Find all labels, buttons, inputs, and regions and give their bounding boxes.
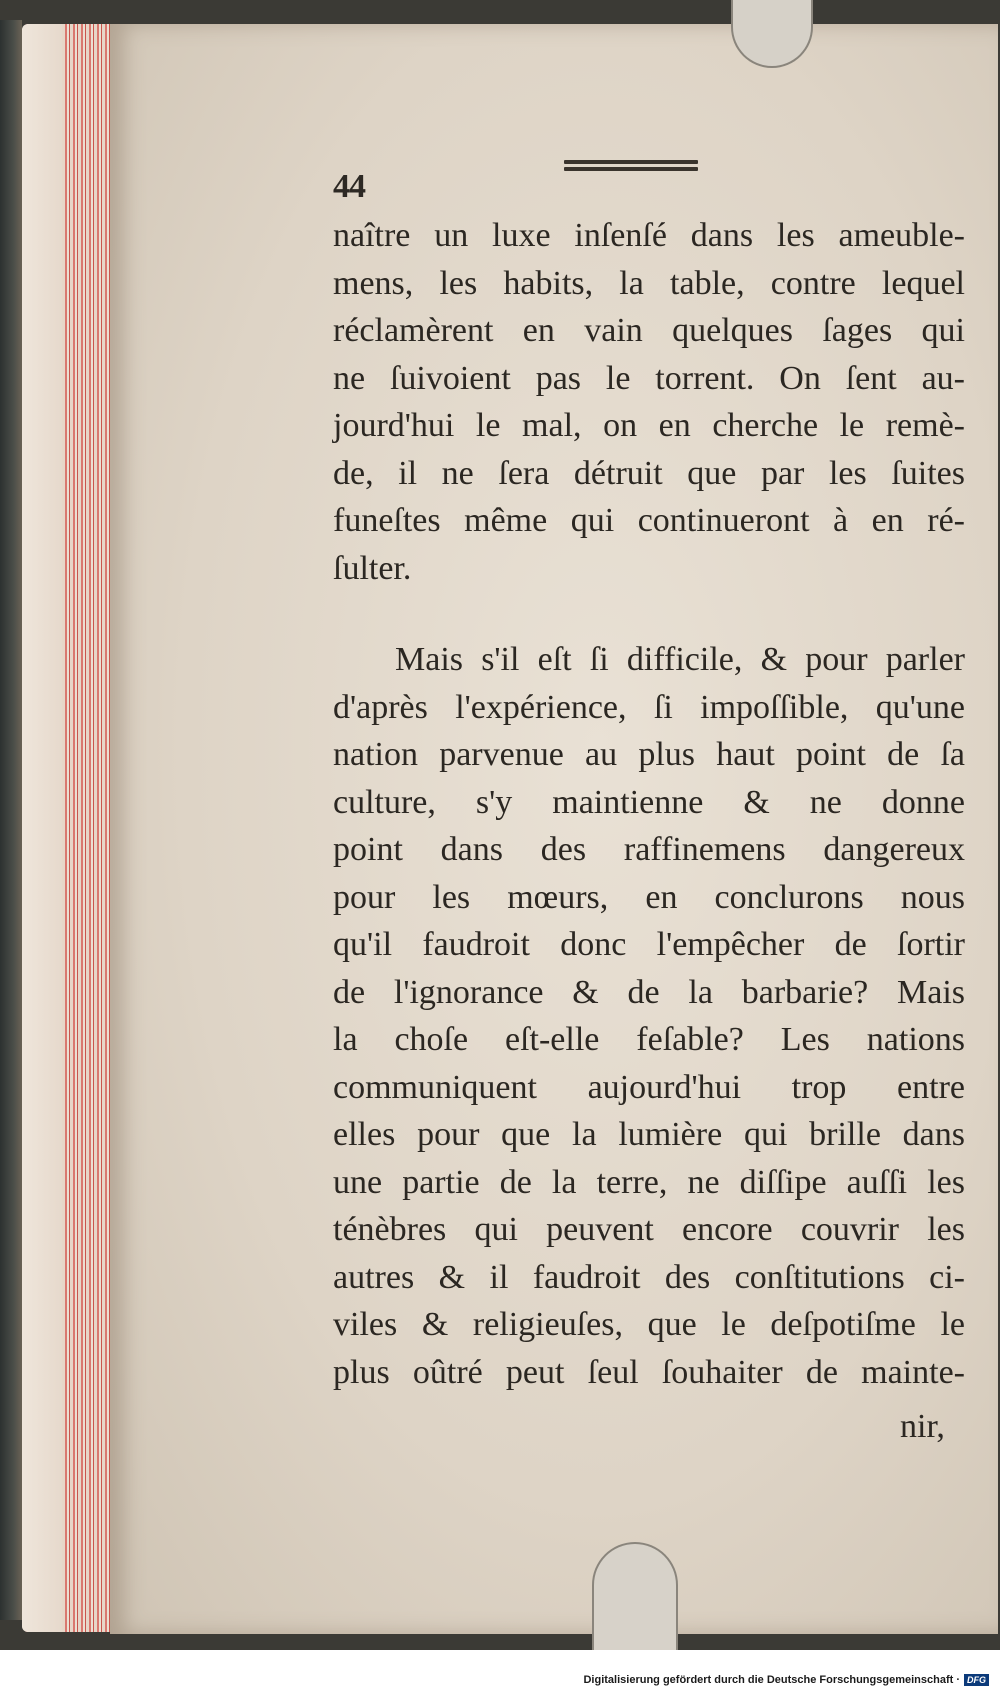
text-line: de, il ne ſera détruit que par les ſuites [333,454,965,492]
digitization-credit [577,1670,992,1690]
dfg-logo: DFG [964,1674,989,1686]
text-line: funeſtes même qui continueront à en ré- [333,502,965,539]
body-text [333,212,965,1396]
text-line: qu'il faudroit donc l'empêcher de ſortir [333,926,965,963]
text-line: de l'ignorance & de la barbarie? Mais [333,973,965,1011]
page-number: 44 [333,168,365,205]
credit-text: Digitalisierung gefördert durch die Deutsche Forschungsgemeinschaft · [583,1674,960,1686]
text-line: Mais s'il eſt ſi difficile, & pour parler [395,641,965,678]
text-line: ſulter. [333,549,412,587]
text-line: viles & religieuſes, que le deſpotiſme le [333,1306,965,1343]
paragraph-gap [333,592,965,636]
text-line: réclamèrent en vain quelques ſages qui [333,312,965,349]
header-ornament-rule [564,159,698,173]
text-line: communiquent aujourd'hui trop entre [333,1068,965,1106]
text-line: d'après l'expérience, ſi impoſſible, qu'une [333,688,965,726]
page-edges-shade [22,24,62,1632]
text-line: plus oûtré peut ſeul ſouhaiter de mainte- [333,1353,965,1391]
text-line: jourd'hui le mal, on en cherche le remè- [333,407,965,444]
text-line: naître un luxe inſenſé dans les ameuble- [333,217,965,254]
text-line: une partie de la terre, ne diſſipe auſſi les [333,1163,965,1201]
text-line: la choſe eſt-elle feſable? Les nations [333,1021,965,1058]
cover-spine-edge [0,20,22,1620]
text-line: pour les mœurs, en conclurons nous [333,878,965,916]
text-line: mens, les habits, la table, contre lequel [333,264,965,302]
page-clip-bottom [592,1542,678,1662]
catchword: nir, [900,1408,945,1445]
text-line: nation parvenue au plus haut point de ſa [333,736,965,773]
text-line: ne ſuivoient pas le torrent. On ſent au- [333,359,965,397]
text-line: autres & il faudroit des conſtitutions ci- [333,1258,965,1296]
text-line: culture, s'y maintienne & ne donne [333,783,965,821]
text-line: elles pour que la lumière qui brille dans [333,1116,965,1153]
text-line: point dans des raffinemens dangereux [333,831,965,868]
text-line: ténèbres qui peuvent encore couvrir les [333,1211,965,1248]
